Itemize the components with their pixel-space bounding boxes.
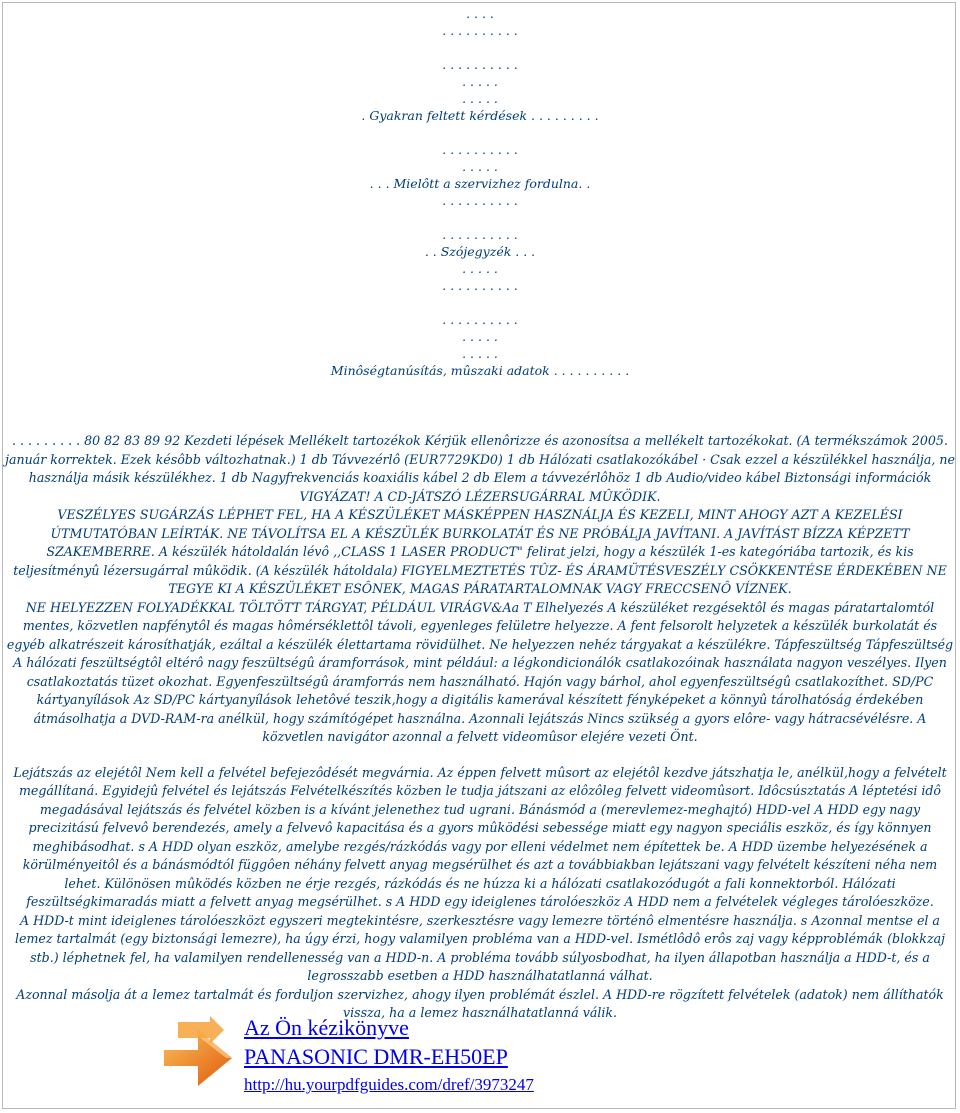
hdd-storage-paragraph: A HDD-t mint ideiglenes tárolóeszközt egyszeri megtekintésre, szerkesztésre vagy lemezre történô elmentésre használja. s Azonnal mentse el a lemez tartalmát (egy biztonsági lemezre), ha úgy érzi, hogy valamilyen probléma van a HDD-vel. Ismétlôdô erôs zaj vagy képproblémák (blokkzaj stb.) léphetnek fel, ha valamilyen rendellenesség van a HDD-n. A probléma tovább súlyosbodhat, ha ilyen állapotban használja a HDD-t, és a legrosszabb esetben a HDD használhatatlanná válhat. [14, 912, 945, 983]
toc-line: . . . . . . . . . . [442, 278, 518, 293]
toc-line: . . . . . . . . . . [442, 57, 518, 72]
warning-paragraph: VESZÉLYES SUGÁRZÁS LÉPHET FEL, HA A KÉSZÜLÉKET MÁSKÉPPEN HASZNÁLJA ÉS KEZELI, MINT AHOGY AZT A KEZELÉSI ÚTMUTATÓBAN LEÍRTÁK. NE TÁVOLÍTSA EL A KÉSZÜLÉK BURKOLATÁT ÉS NE PRÓBÁLJA JAVÍTANI. A JAVÍTÁST BÍZZA KÉPZETT SZAKEMBERRE. A készülék hátoldalán lévô ,,CLASS 1 LASER PRODUCT" felirat jelzi, hogy a készülék 1-es kategóriába tartozik, és kis teljesítményû lézersugárral mûködik. (A készülék hátoldala) FIGYELMEZTETÉS TÛZ- ÉS ÁRAMÜTÉSVESZÉLY CSÖKKENTÉSE ÉRDEKÉBEN NE TEGYE KI A KÉSZÜLÉKET ESÔNEK, MAGAS PÁRATARTALOMNAK VAGY FRECCSENÔ VÍZNEK. [13, 507, 947, 596]
manual-link[interactable]: Az Ön kézikönyve [244, 1015, 409, 1040]
toc-gap [0, 294, 960, 311]
toc-line: . . . . . [462, 74, 498, 89]
toc-line: . . Szójegyzék . . . [424, 244, 536, 259]
toc-line: . . . . . . . . . . [442, 142, 518, 157]
toc-line: . . . . . [462, 91, 498, 106]
toc-line: . Gyakran feltett kérdések . . . . . . . . . [361, 108, 599, 123]
toc-line: . . . . [466, 6, 494, 21]
toc-line: . . . . . . . . . . [442, 227, 518, 242]
toc-gap [0, 124, 960, 141]
url-link[interactable]: http://hu.yourpdfguides.com/dref/3973247 [244, 1075, 534, 1094]
arrow-icon [158, 1012, 236, 1090]
toc-line: . . . Mielôtt a szervizhez fordulna. . [369, 176, 591, 191]
toc-line: . . . . . [462, 261, 498, 276]
toc-line: . . . . . . . . . . [442, 193, 518, 208]
toc-gap [0, 39, 960, 56]
toc-line: . . . . . [462, 329, 498, 344]
placement-paragraph: NE HELYEZZEN FOLYADÉKKAL TÖLTÖTT TÁRGYAT, PÉLDÁUL VIRÁGV&Aa T Elhelyezés A készüléket rezgésektôl és magas páratartalomtól mentes, közvetlen napfénytôl és magas hômérséklettôl távoli, egyenleges felületre helyezze. A fent felsorolt helyzetek a készülék burkolatát és egyéb alkatrészeit károsíthatják, ezáltal a készülék élettartama rövidülhet. Ne helyezzen nehéz tárgyakat a készülékre. Tápfeszültség Tápfeszültség A hálózati feszültségtôl eltérô nagy feszültségû áramforrások, mint például: a légkondicionálók csatlakozóinak használata nagyon veszélyes. Ilyen csatlakoztatás tüzet okozhat. Egyenfeszültségû áramforrás nem használható. Hajón vagy bárhol, ahol egyenfeszültségû csatlakozíthet. SD/PC kártyanyílások Az SD/PC kártyanyílások lehetôvé teszik,hogy a digitális kamerával készített fényképeket a könnyû tárolhatóság érdekében átmásolhatja a DVD-RAM-ra anélkül, hogy számítógépet használna. Azonnali lejátszás Nincs szükség a gyors elôre- vagy hátracsévélésre. A közvetlen navigátor azonnal a felvett videomûsor elejére vezeti Önt. [6, 599, 954, 744]
accessories-paragraph: . . . . . . . . . 80 82 83 89 92 Kezdeti lépések Mellékelt tartozékok Kérjük ellenôrizze és azonosítsa a mellékelt tartozékokat. (A termékszámok 2005. január korrektek. Ezek késôbb változhatnak.) 1 db Távvezérlô (EUR7729KD0) 1 db Hálózati csatlakozókábel · Csak ezzel a készülékkel használja, ne használja másik készülékhez. 1 db Nagyfrekvenciás koaxiális kábel 2 db Elem a távvezérlôhöz 1 db Audio/video kábel Biztonsági információk VIGYÁZAT! A CD-JÁTSZÓ LÉZERSUGÁRRAL MÛKÖDIK. [5, 433, 955, 504]
playback-paragraph: Lejátszás az elejétôl Nem kell a felvétel befejezôdését megvárnia. Az éppen felvett mûsort az elejétôl kezdve játszhatja le, anélkül,hogy a felvételt megállítaná. Egyidejû felvétel és lejátszás Felvételkészítés közben le tudja játszani az elôzôleg felvett videomûsort. Idôcsúsztatás A léptetési idô megadásával lejátszás és felvétel közben is a kívánt jelenethez tud ugrani. Bánásmód a (merevlemez-meghajtó) HDD-vel A HDD egy nagy precizitású felvevô berendezés, amely a felvevô kapacitása és a gyors mûködési sebessége miatt egy nagyon speciális eszköz, és így könnyen meghibásodhat. s A HDD olyan eszköz, amelybe rezgés/rázkódás vagy por elleni védelmet nem építettek be. A HDD üzembe helyezésének a körülményeitôl és a bánásmódtól függôen néhány felvett anyag megsérülhet és azt a továbbiakban lejátszani vagy felvételt készíteni néha nem lehet. Különösen mûködés közben ne érje rezgés, rázkódás és ne húzza ki a hálózati csatlakozódugót a fali konnektorból. Hálózati feszültségkimaradás miatt a felvett anyag megsérülhet. s A HDD egy ideiglenes tárolóeszköz A HDD nem a felvételek végleges tárolóeszköze. [13, 764, 947, 909]
toc-gap [0, 209, 960, 226]
toc-line: Minôségtanúsítás, mûszaki adatok . . . . . . . . . . [330, 363, 630, 378]
toc-line: . . . . . [462, 159, 498, 174]
table-of-contents [0, 5, 960, 379]
document-body [5, 432, 955, 1023]
manual-footer [158, 1012, 758, 1112]
toc-line: . . . . . . . . . . [442, 312, 518, 327]
product-link[interactable]: PANASONIC DMR-EH50EP [244, 1044, 508, 1069]
hdd-copy-paragraph: Azonnal másolja át a lemez tartalmát és forduljon szervizhez, ahogy ilyen problémát észlel. A HDD-re rögzített felvételek (adatok) nem állíthatók vissza, ha a lemez használhatatlanná válik. [16, 986, 944, 1020]
toc-line: . . . . . [462, 346, 498, 361]
toc-line: . . . . . . . . . . [442, 23, 518, 38]
